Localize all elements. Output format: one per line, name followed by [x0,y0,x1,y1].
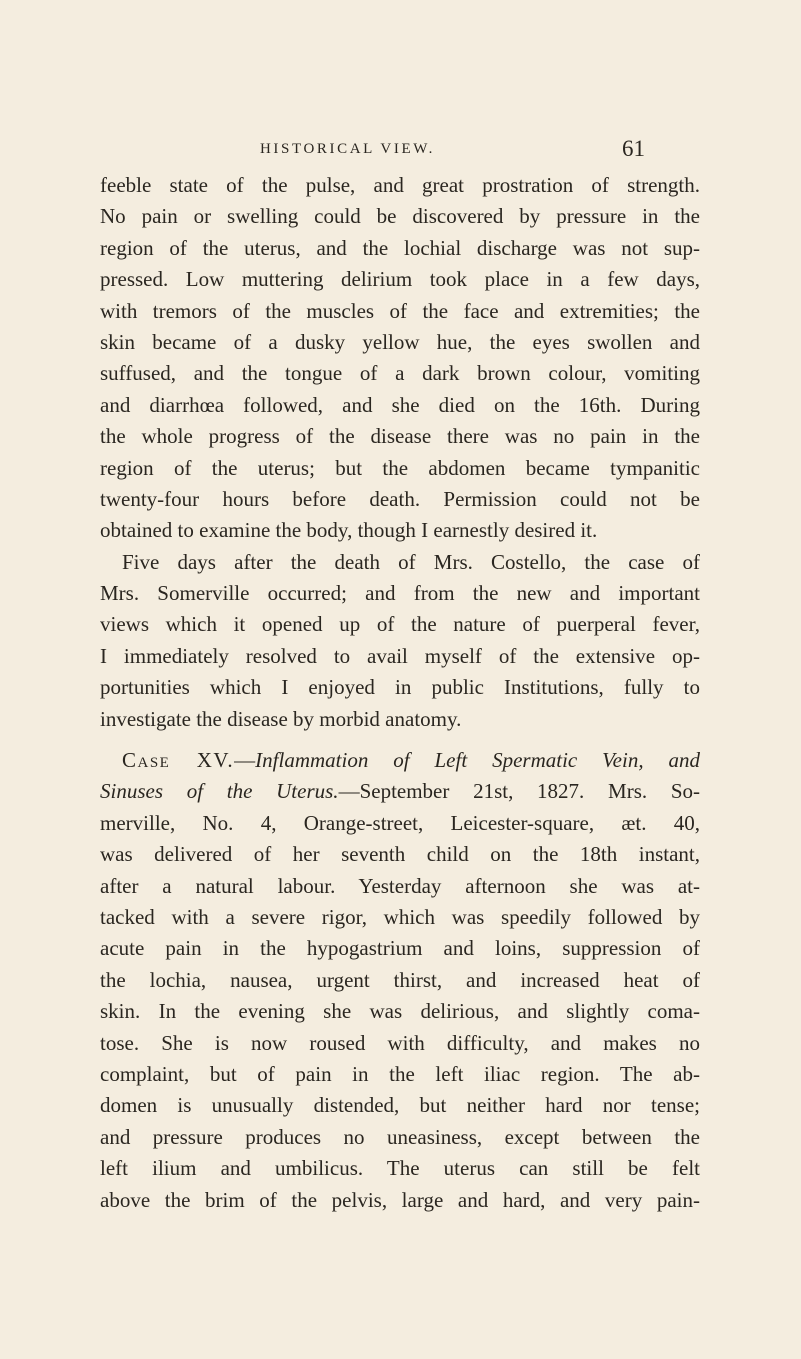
case-dash: — [234,748,256,773]
running-title: HISTORICAL VIEW. [260,141,435,157]
text-line: pressed. Low muttering delirium took place in a few days, [100,267,700,292]
running-head [100,134,700,164]
text-line: I immediately resolved to avail myself of the extensive op- [100,643,700,668]
text-line: was delivered of her seventh child on the 18th instant, [100,842,700,867]
text-line: the whole progress of the disease there was no pain in the [100,424,700,449]
paragraph-1 [100,170,700,547]
text-line: No pain or swelling could be discovered by pressure in the [100,204,700,229]
text-line: and diarrhœa followed, and she died on the 16th. During [100,392,700,417]
body-text [100,170,700,1216]
text-line: acute pain in the hypogastrium and loins, suppression of [100,936,700,961]
case-date-text: —September 21st, 1827. Mrs. So- [338,779,700,804]
page-number: 61 [622,136,645,161]
case-title-line-2 [100,776,700,807]
case-heading-line [100,745,700,776]
text-line: suffused, and the tongue of a dark brown colour, vomiting [100,361,700,386]
text-line: skin became of a dusky yellow hue, the eyes swollen and [100,329,700,354]
text-line: Five days after the death of Mrs. Costello, the case of [122,549,700,574]
text-line: region of the uterus, and the lochial discharge was not sup- [100,235,700,260]
case-title: Inflammation of Left Spermatic Vein, and [255,748,700,773]
text-line: with tremors of the muscles of the face and extremities; the [100,298,700,323]
case-paragraph [100,745,700,1216]
text-line: feeble state of the pulse, and great prostration of strength. [100,173,700,197]
text-line: tose. She is now roused with difficulty, and makes no [100,1030,700,1055]
text-line: the lochia, nausea, urgent thirst, and increased heat of [100,967,700,992]
text-line: merville, No. 4, Orange-street, Leicester-square, æt. 40, [100,810,700,835]
text-line: tacked with a severe rigor, which was speedily followed by [100,904,700,929]
text-line: after a natural labour. Yesterday afternoon she was at- [100,873,700,898]
text-line: above the brim of the pelvis, large and hard, and very pain- [100,1187,700,1212]
text-line: left ilium and umbilicus. The uterus can still be felt [100,1156,700,1181]
text-line: region of the uterus; but the abdomen became tympanitic [100,455,700,480]
text-line: Mrs. Somerville occurred; and from the new and important [100,581,700,606]
case-title-continued: Sinuses of the Uterus. [100,779,339,804]
text-line: complaint, but of pain in the left iliac region. The ab- [100,1061,700,1086]
text-line: obtained to examine the body, though I earnestly desired it. [100,518,598,543]
text-line: portunities which I enjoyed in public Institutions, fully to [100,675,700,700]
text-line: twenty-four hours before death. Permission could not be [100,486,700,511]
text-line: domen is unusually distended, but neither hard nor tense; [100,1093,700,1118]
text-line: views which it opened up of the nature of puerperal fever, [100,612,700,637]
text-line: and pressure produces no uneasiness, except between the [100,1124,700,1149]
text-line: investigate the disease by morbid anatomy. [100,706,462,731]
paragraph-2 [100,547,700,735]
text-line: skin. In the evening she was delirious, and slightly coma- [100,999,700,1024]
paragraph-gap [100,735,700,745]
case-label: Case XV. [122,748,235,773]
